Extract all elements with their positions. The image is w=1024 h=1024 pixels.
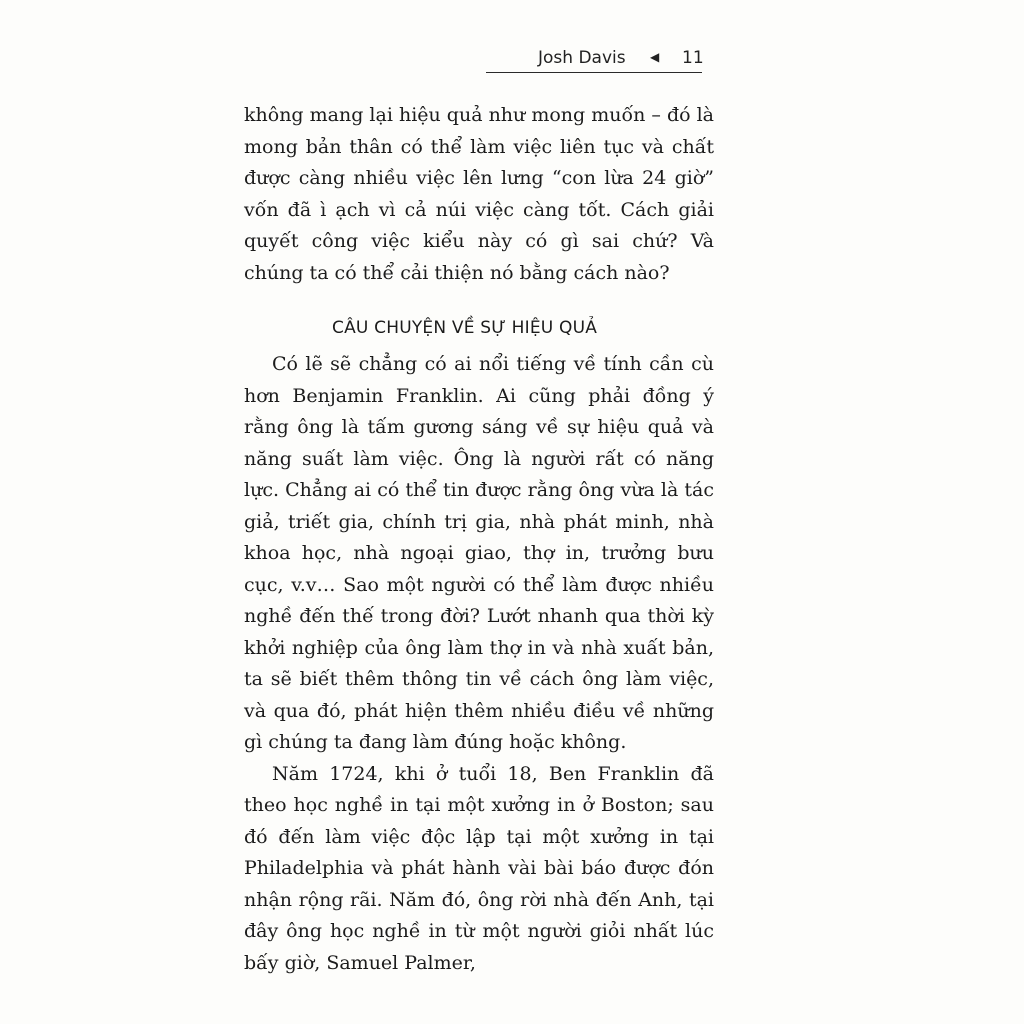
header-author: Josh Davis: [538, 48, 626, 68]
page-body: [244, 100, 714, 979]
triangle-left-icon: ◀: [650, 50, 660, 64]
running-header: [486, 44, 702, 73]
page-number: 11: [682, 48, 704, 68]
section-heading: CÂU CHUYỆN VỀ SỰ HIỆU QUẢ: [332, 318, 598, 338]
paragraph: Có lẽ sẽ chẳng có ai nổi tiếng về tính cần cù hơn Benjamin Franklin. Ai cũng phải đồng ý rằng ông là tấm gương sáng về sự hiệu quả và năng suất làm việc. Ông là người rất có năng lực. Chẳng ai có thể tin được rằng ông vừa là tác giả, triết gia, chính trị gia, nhà phát minh, nhà khoa học, nhà ngoại giao, thợ in, trưởng bưu cục, v.v… Sao một người có thể làm được nhiều nghề đến thế trong đời? Lướt nhanh qua thời kỳ khởi nghiệp của ông làm thợ in và nhà xuất bản, ta sẽ biết thêm thông tin về cách ông làm việc, và qua đó, phát hiện thêm nhiều điều về những gì chúng ta đang làm đúng hoặc không.: [244, 353, 714, 753]
paragraph-continued: không mang lại hiệu quả như mong muốn – đó là mong bản thân có thể làm việc liên tục và chất được càng nhiều việc lên lưng “con lừa 24 giờ” vốn đã ì ạch vì cả núi việc càng tốt. Cách giải quyết công việc kiểu này có gì sai chứ? Và chúng ta có thể cải thiện nó bằng cách nào?: [244, 104, 714, 284]
paragraph: Năm 1724, khi ở tuổi 18, Ben Franklin đã theo học nghề in tại một xưởng in ở Boston; sau đó đến làm việc độc lập tại một xưởng in tại Philadelphia và phát hành vài bài báo được đón nhận rộng rãi. Năm đó, ông rời nhà đến Anh, tại đây ông học nghề in từ một người giỏi nhất lúc bấy giờ, Samuel Palmer,: [244, 762, 714, 974]
